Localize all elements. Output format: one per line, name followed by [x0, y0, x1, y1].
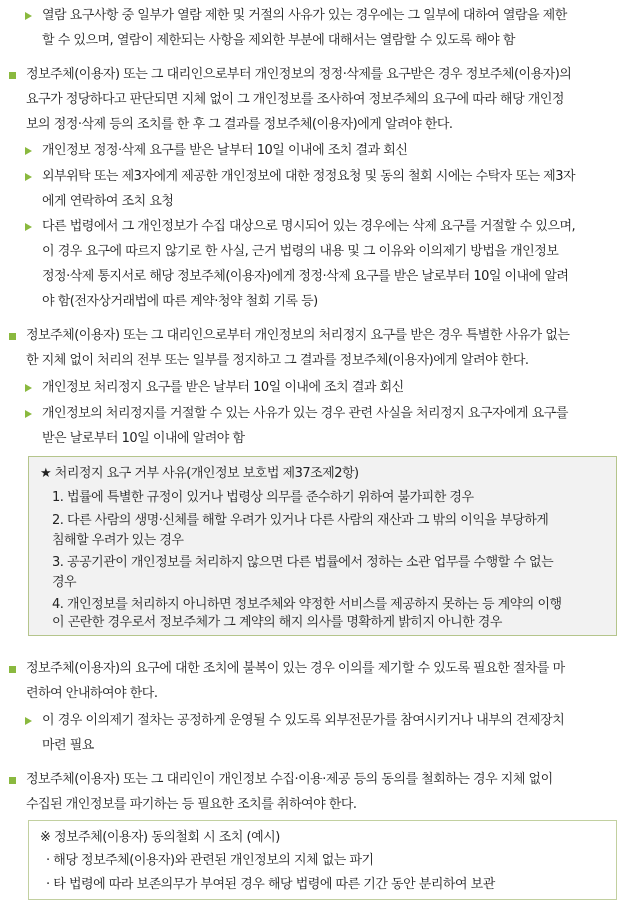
text-line: 외부위탁 또는 제3자에게 제공한 개인정보에 대한 정정요청 및 동의 철회 시에는 수탁자 또는 제3자	[42, 169, 576, 184]
refusal-reason-item: 4. 개인정보를 처리하지 아니하면 정보주체와 약정한 서비스를 제공하지 못하는 등 계약의 이행	[52, 597, 562, 612]
withdrawal-example-title: ※ 정보주체(이용자) 동의철회 시 조치 (예시)	[40, 830, 280, 845]
refusal-reasons-title: ★ 처리정지 요구 거부 사유(개인정보 보호법 제37조제2항)	[40, 466, 359, 481]
text-line: 다른 법령에서 그 개인정보가 수집 대상으로 명시되어 있는 경우에는 삭제 요구를 거절할 수 있으며,	[42, 219, 576, 234]
text-line: 한 지체 없이 처리의 전부 또는 일부를 정지하고 그 결과를 정보주체(이용자)에게 알려야 한다.	[26, 353, 529, 368]
square-bullet-icon	[9, 333, 16, 340]
text-line: 이 경우 요구에 따르지 않기로 한 사실, 근거 법령의 내용 및 그 이유와 이의제기 방법을 개인정보	[42, 244, 559, 259]
text-line: 련하여 안내하여야 한다.	[26, 686, 158, 701]
square-bullet-icon	[9, 777, 16, 784]
triangle-bullet-icon	[25, 173, 32, 181]
text-line: 정보주체(이용자) 또는 그 대리인이 개인정보 수집·이용·제공 등의 동의를 철회하는 경우 지체 없이	[26, 772, 553, 787]
text-line: 열람 요구사항 중 일부가 열람 제한 및 거절의 사유가 있는 경우에는 그 일부에 대하여 열람을 제한	[42, 8, 567, 23]
triangle-bullet-icon	[25, 410, 32, 418]
withdrawal-example-item: · 해당 정보주체(이용자)와 관련된 개인정보의 지체 없는 파기	[46, 853, 374, 868]
text-line: 할 수 있으며, 열람이 제한되는 사항을 제외한 부분에 대해서는 열람할 수 있도록 해야 함	[42, 33, 515, 48]
refusal-reason-item: 1. 법률에 특별한 규정이 있거나 법령상 의무를 준수하기 위하여 불가피한 경우	[52, 490, 474, 505]
text-line: 개인정보 정정·삭제 요구를 받은 날부터 10일 이내에 조치 결과 회신	[42, 143, 408, 158]
text-line: 정보주체(이용자) 또는 그 대리인으로부터 개인정보의 정정·삭제를 요구받은 경우 정보주체(이용자)의	[26, 67, 572, 82]
text-line: 정정·삭제 통지서로 해당 정보주체(이용자)에게 정정·삭제 요구를 받은 날로부터 10일 이내에 알려	[42, 269, 569, 284]
text-line: 요구가 정당하다고 판단되면 지체 없이 그 개인정보를 조사하여 정보주체의 요구에 따라 해당 개인정	[26, 92, 564, 107]
text-line: 정보주체(이용자) 또는 그 대리인으로부터 개인정보의 처리정지 요구를 받은 경우 특별한 사유가 없는	[26, 328, 570, 343]
triangle-bullet-icon	[25, 12, 32, 20]
text-line: 에게 연락하여 조치 요청	[42, 194, 174, 209]
square-bullet-icon	[9, 666, 16, 673]
text-line: 야 함(전자상거래법에 따른 계약·청약 철회 기록 등)	[42, 294, 318, 309]
text-line: 개인정보 처리정지 요구를 받은 날부터 10일 이내에 조치 결과 회신	[42, 380, 404, 395]
refusal-reason-item: 2. 다른 사람의 생명·신체를 해할 우려가 있거나 다른 사람의 재산과 그 밖의 이익을 부당하게	[52, 513, 549, 528]
square-bullet-icon	[9, 72, 16, 79]
triangle-bullet-icon	[25, 147, 32, 155]
triangle-bullet-icon	[25, 223, 32, 231]
text-line: 마련 필요	[42, 738, 94, 753]
withdrawal-example-item: · 타 법령에 따라 보존의무가 부여된 경우 해당 법령에 따른 기간 동안 분리하여 보관	[46, 877, 495, 892]
refusal-reason-item: 3. 공공기관이 개인정보를 처리하지 않으면 다른 법률에서 정하는 소관 업무를 수행할 수 없는	[52, 555, 554, 570]
text-line: 정보주체(이용자)의 요구에 대한 조치에 불복이 있는 경우 이의를 제기할 수 있도록 필요한 절차를 마	[26, 661, 565, 676]
text-line: 수집된 개인정보를 파기하는 등 필요한 조치를 취하여야 한다.	[26, 797, 357, 812]
refusal-reason-item: 경우	[52, 575, 77, 590]
text-line: 받은 날로부터 10일 이내에 알려야 함	[42, 431, 245, 446]
refusal-reason-item: 이 곤란한 경우로서 정보주체가 그 계약의 해지 의사를 명확하게 밝히지 아니한 경우	[52, 615, 502, 630]
text-line: 개인정보의 처리정지를 거절할 수 있는 사유가 있는 경우 관련 사실을 처리정지 요구자에게 요구를	[42, 406, 568, 421]
refusal-reason-item: 침해할 우려가 있는 경우	[52, 533, 184, 548]
triangle-bullet-icon	[25, 717, 32, 725]
triangle-bullet-icon	[25, 384, 32, 392]
text-line: 이 경우 이의제기 절차는 공정하게 운영될 수 있도록 외부전문가를 참여시키거나 내부의 견제장치	[42, 713, 565, 728]
text-line: 보의 정정·삭제 등의 조치를 한 후 그 결과를 정보주체(이용자)에게 알려야 한다.	[26, 117, 453, 132]
